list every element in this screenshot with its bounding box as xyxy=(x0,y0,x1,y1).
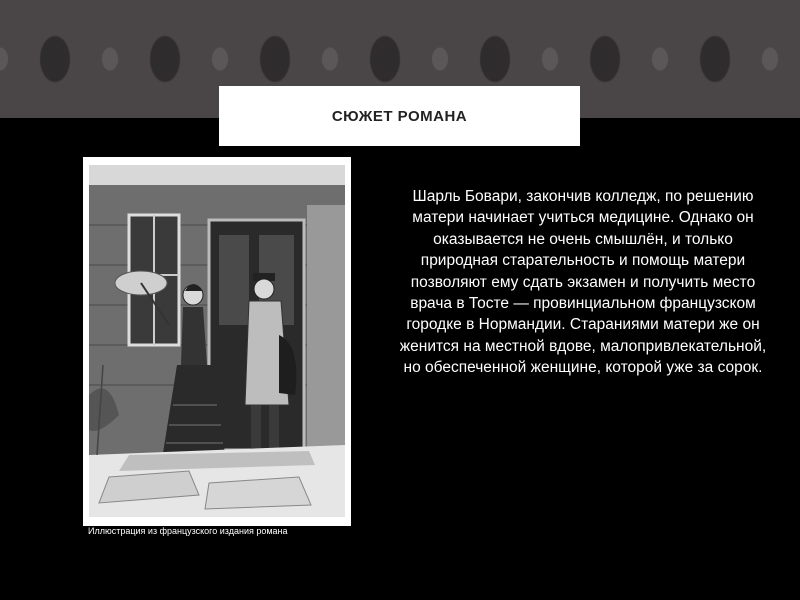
slide-body-text: Шарль Бовари, закончив колледж, по решению матери начинает учиться медицине. Однако он оказывается не очень смышлён, и только природная старательность и помощь матери позволяют ему сдать экзамен и получить место врача в Тосте — провинциальном французском городке в Нормандии. Стараниями матери же он женится на местной вдове, малопривлекательной, но обеспеченной женщине, которой уже за сорок. xyxy=(399,188,767,377)
illustration-image xyxy=(89,165,345,517)
illustration-frame xyxy=(83,157,351,526)
title-box xyxy=(219,86,580,146)
slide-title: СЮЖЕТ РОМАНА xyxy=(331,107,468,125)
illustration-caption: Иллюстрация из французского издания романа xyxy=(88,526,288,536)
